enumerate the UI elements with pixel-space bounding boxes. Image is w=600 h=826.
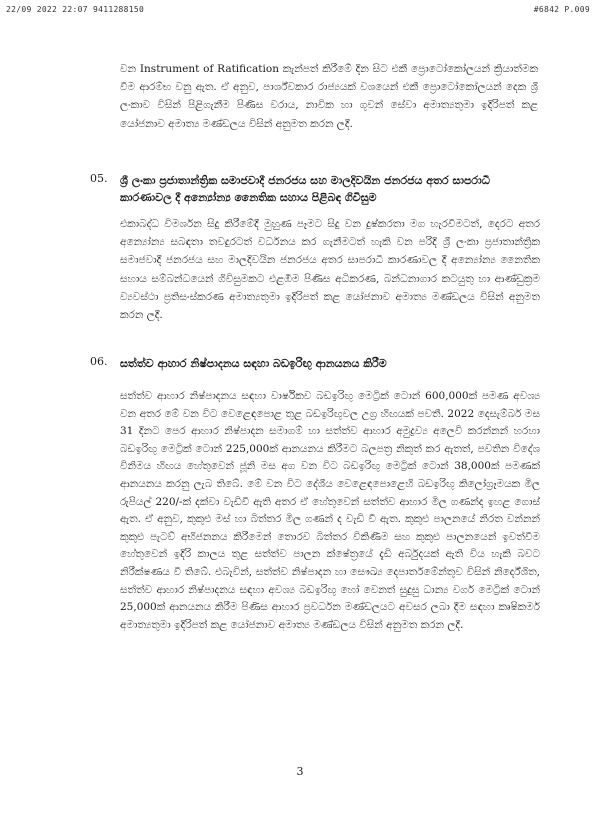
fax-header-datetime: 22/09 2022 22:07 9411288150	[6, 5, 145, 14]
section-number: 05.	[90, 172, 108, 185]
intro-paragraph: වන Instrument of Ratification කැන්පත් කිරීමේ දින සිට එකී ප්‍රොටෝකෝලයන් ක්‍රියාත්මක වීම ආරම්භ වනු ඇත. ඒ අනුව, පාර්ශ්වකාර රාජ්‍යයක් වශයෙන් එකී ප්‍රොටෝකෝලයන් දෙක ශ්‍රී ලංකාව විසින් පිළිගැනීම පිණිස වරාය, නාවික හා ගුවන් සේවා අමාත්‍යතුමා ඉදිරිපත් කළ යෝජනාව අමාත්‍ය මණ්ඩලය විසින් අනුමත කරන ලදී.	[120, 63, 538, 130]
fax-header	[6, 5, 590, 17]
section-body: සත්ත්ව ආහාර නිෂ්පාදනය සඳහා වාර්ෂිකව බඩඉරිඟු මෙට්‍රික් ටොන් 600,000ක් පමණ අවශ්‍ය වන අතර මේ වන විට වෙළෙඳපොළ තුළ බඩඉරිඟුවල උග්‍ර හිඟයක් පවතී. 2022 දෙසැම්බර් මස 31 දිනට පෙර ආහාර නිෂ්පාදන සමාගම් හා සත්ත්ව ආහාර අමුද්‍රව්‍ය අලෙවි කරන්නන් හරහා බඩඉරිඟු මෙට්‍රික් ටොන් 225,000ක් ආනයනය කිරීමට බලපත්‍ර නිකුත් කර ඇතත්, පවතින විදේශ විනිමය හිඟය හේතුවෙන් ජූනි මස අග වන විට බඩඉරිඟු මෙට්‍රික් ටොන් 38,000ක් පමණක් ආනයනය කරනු ලැබ තිබේ. මේ වන විට දේශීය වෙළෙඳපොළෙහි බඩඉරිඟු කිලෝග්‍රෑමයක මිල රුපියල් 220/-ක් දක්වා වැඩිවී ඇති අතර ඒ හේතුවෙන් සත්ත්ව ආහාර මිල ගණන්ද ඉහළ ගොස් ඇත. ඒ අනුව, කුකුළු මස් හා බිත්තර මිල ගණන් ද වැඩි වී ඇත. කුකුළු පාලනයේ නිරත වන්නන් කුකුළු පැටව් අභිජනනය කිරීමෙන් තොරව බිත්තර විකිණීම සහ කුකුළු පාලනයෙන් ඉවත්වීම හේතුවෙන් ඉදිරි කාලය තුළ සත්ත්ව පාලන ක්ෂේත්‍රයේ දැඩි අර්බුදයක් ඇති විය හැකි බවට නිරීක්ෂණය වී තිබේ. එබැවින්, සත්ත්ව නිෂ්පාදන හා සෞඛ්‍ය දෙපාර්තමේන්තුව විසින් නිර්දේශිත, සත්ත්ව ආහාර නිෂ්පාදනය සඳහා අවශ්‍ය බඩඉරිඟු හෝ වෙනත් සුදුසු ධාන්‍ය වර්ග මෙට්‍රික් ටොන් 25,000ක් ආනයනය කිරීම පිණිස ආහාර ප්‍රවර්ධන මණ්ඩලයට අවසර ලබා දීම සඳහා කෘෂිකර්ම අමාත්‍යතුමා ඉදිරිපත් කළ යෝජනාව අමාත්‍ය මණ්ඩලය විසින් අනුමත කරන ලදී.	[120, 390, 540, 631]
section-body: එකාබද්ධ විමර්ශන සිදු කිරීමේදී මුහුණ පෑමට සිදු වන දුෂ්කරතා මග හැරවීමටත්, දෙරට අතර අන්‍යෝන්‍ය සබඳතා තවදුරටත් වර්ධනය කර ගැනීමටත් හැකි වන පරිදි ශ්‍රී ලංකා ප්‍රජාතාන්ත්‍රික සමාජවාදී ජනරජය සහ මාලදිවයින ජනරජය අතර සාපරාධී කාරණාවල දී අන්‍යෝන්‍ය නෛතික සහාය සම්බන්ධයෙන් ගිවිසුමකට එළඹීම පිණිස අධිකරණ, බන්ධනාගාර කටයුතු හා ආණ්ඩුක්‍රම ව්‍යවස්ථා ප්‍රතිසංස්කරණ අමාත්‍යතුමා ඉදිරිපත් කළ යෝජනාව අමාත්‍ය මණ්ඩලය විසින් අනුමත කරන ලදී.	[120, 218, 540, 322]
section-number: 06.	[90, 355, 108, 368]
page-number: 3	[296, 765, 304, 778]
section-title: සත්ත්ව ආහාර නිෂ්පාදනය සඳහා බඩඉරිඟු ආනයනය කිරීම	[120, 357, 387, 370]
section-title: ශ්‍රී ලංකා ප්‍රජාතාන්ත්‍රික සමාජවාදී ජනරජය සහ මාලදිවයින ජනරජය අතර සාපරාධී කාරණාවල දී අන්‍යෝන්‍ය නෛතික සහාය පිළිබඳ ගිවිසුම	[120, 174, 490, 204]
fax-header-page-id: #6842 P.009	[533, 5, 590, 14]
